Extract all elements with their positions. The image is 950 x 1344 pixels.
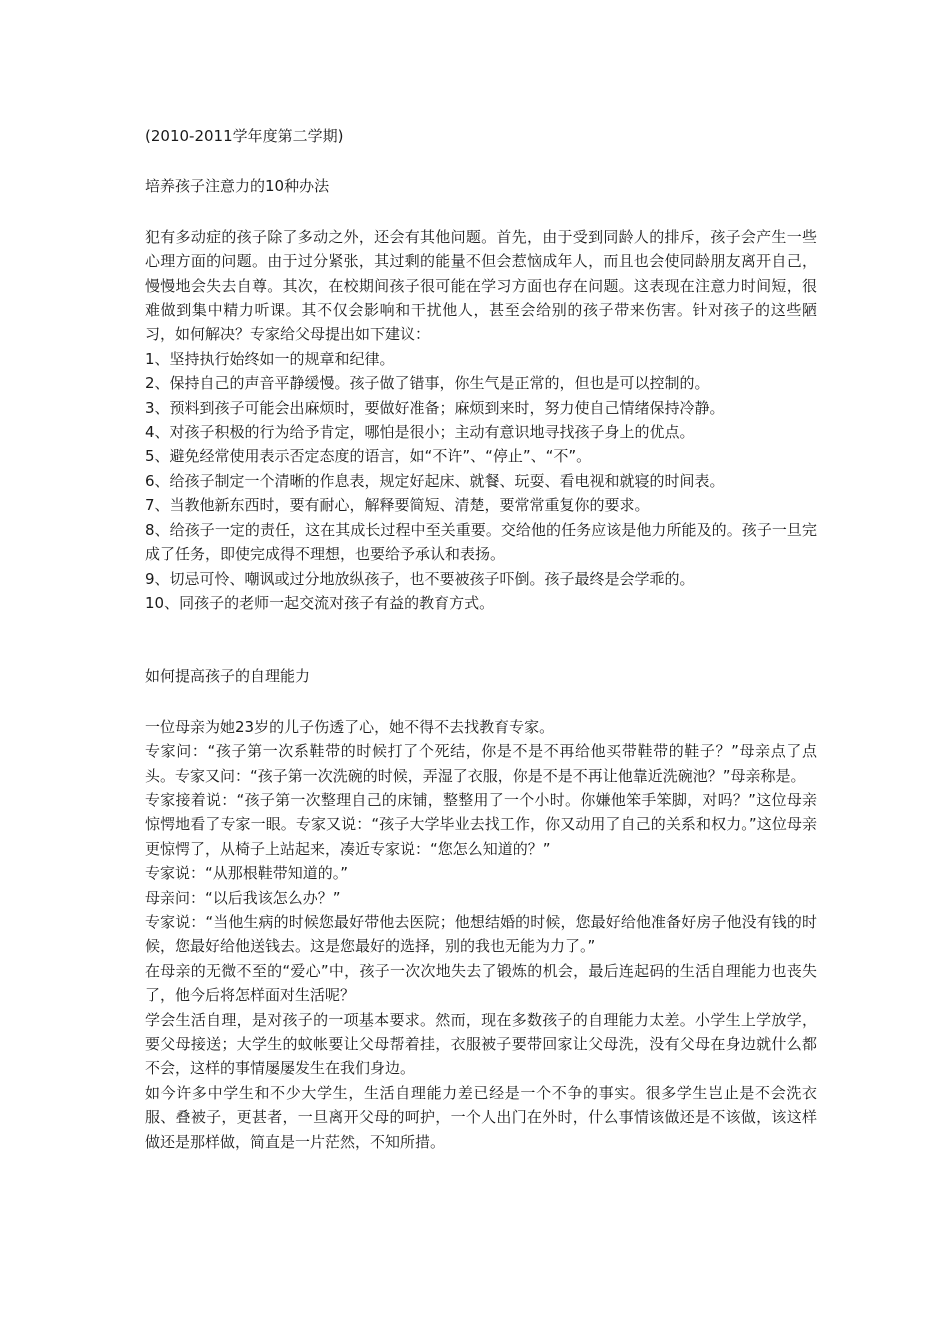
section2-title: 如何提高孩子的自理能力 <box>145 667 311 686</box>
paragraph: 母亲问：“以后我该怎么办？” <box>145 888 341 907</box>
paragraph: 如今许多中学生和不少大学生，生活自理能力差已经是一个不争的事实。很多学生岂止是不会洗衣服、叠被子，更甚者，一旦离开父母的呵护，一个人出门在外时，什么事情该做还是不该做，该这样做还是那样做，简直是一片茫然，不知所措。 <box>145 1083 817 1151</box>
list-item: 4、对孩子积极的行为给予肯定，哪怕是很小；主动有意识地寻找孩子身上的优点。 <box>145 423 695 442</box>
term-heading: (2010-2011学年度第二学期) <box>145 127 344 145</box>
list-item: 2、保持自己的声音平静缓慢。孩子做了错事，你生气是正常的，但也是可以控制的。 <box>145 374 710 393</box>
paragraph: 专家说：“当他生病的时候您最好带他去医院；他想结婚的时候，您最好给他准备好房子他没有钱的时候，您最好给他送钱去。这是您最好的选择，别的我也无能为力了。” <box>145 912 817 956</box>
paragraph: 专家问：“孩子第一次系鞋带的时候打了个死结，你是不是不再给他买带鞋带的鞋子？”母亲点了点头。专家又问：“孩子第一次洗碗的时候，弄湿了衣服，你是不是不再让他靠近洗碗池？”母亲称是。 <box>145 742 817 785</box>
list-item: 10、同孩子的老师一起交流对孩子有益的教育方式。 <box>145 593 495 612</box>
paragraph: 专家说：“从那根鞋带知道的。” <box>145 864 349 883</box>
list-item: 3、预料到孩子可能会出麻烦时，要做好准备；麻烦到来时，努力使自己情绪保持冷静。 <box>145 398 725 417</box>
list-item: 9、切忌可怜、嘲讽或过分地放纵孩子，也不要被孩子吓倒。孩子最终是会学乖的。 <box>145 569 695 588</box>
list-item: 6、给孩子制定一个清晰的作息表，规定好起床、就餐、玩耍、看电视和就寝的时间表。 <box>145 471 725 490</box>
list-item: 8、给孩子一定的责任，这在其成长过程中至关重要。交给他的任务应该是他力所能及的。孩子一旦完成了任务，即使完成得不理想，也要给予承认和表扬。 <box>145 520 817 564</box>
list-item: 5、避免经常使用表示否定态度的语言，如“不许”、“停止”、“不”。 <box>145 447 592 466</box>
section1-intro: 犯有多动症的孩子除了多动之外，还会有其他问题。首先，由于受到同龄人的排斥，孩子会产生一些心理方面的问题。由于过分紧张，其过剩的能量不但会惹恼成年人，而且也会使同龄朋友离开自己，慢慢地会失去自尊。其次，在校期间孩子很可能在学习方面也存在问题。这表现在注意力时间短，很难做到集中精力听课。其不仅会影响和干扰他人，甚至会给别的孩子带来伤害。针对孩子的这些陋习，如何解决？专家给父母提出如下建议： <box>145 227 817 344</box>
list-item: 7、当教他新东西时，要有耐心，解释要简短、清楚，要常常重复你的要求。 <box>145 496 650 515</box>
paragraph: 学会生活自理，是对孩子的一项基本要求。然而，现在多数孩子的自理能力太差。小学生上学放学，要父母接送；大学生的蚊帐要让父母帮着挂，衣服被子要带回家让父母洗，没有父母在身边就什么都不会，这样的事情屡屡发生在我们身边。 <box>145 1010 817 1078</box>
paragraph: 专家接着说：“孩子第一次整理自己的床铺，整整用了一个小时。你嫌他笨手笨脚，对吗？”这位母亲惊愕地看了专家一眼。专家又说：“孩子大学毕业去找工作，你又动用了自己的关系和权力。”这位母亲更惊愕了，从椅子上站起来，凑近专家说：“您怎么知道的？” <box>145 790 817 858</box>
paragraph: 在母亲的无微不至的“爱心”中，孩子一次次地失去了锻炼的机会，最后连起码的生活自理能力也丧失了，他今后将怎样面对生活呢？ <box>145 961 817 1005</box>
list-item: 1、坚持执行始终如一的规章和纪律。 <box>145 349 395 368</box>
document-body <box>145 124 817 1154</box>
section1-title: 培养孩子注意力的10种办法 <box>145 177 330 196</box>
paragraph: 一位母亲为她23岁的儿子伤透了心，她不得不去找教育专家。 <box>145 717 555 736</box>
